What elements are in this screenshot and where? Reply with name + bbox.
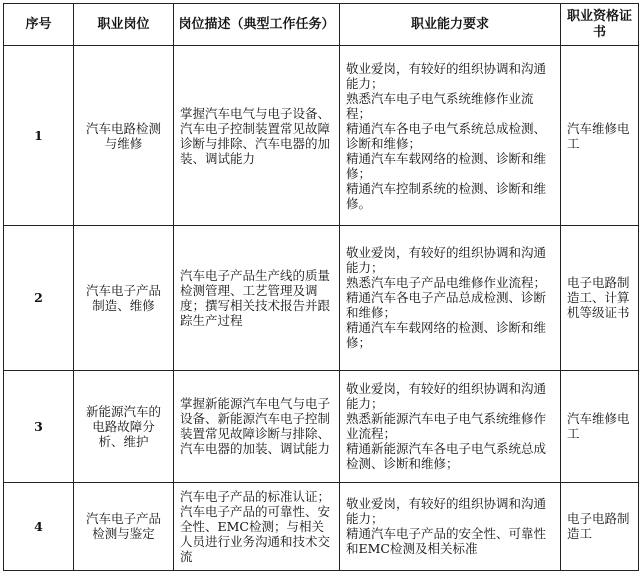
row-abilities — [340, 482, 561, 570]
ability-item: 敬业爱岗，有较好的组织协调和沟通能力； — [346, 496, 547, 527]
row-post: 新能源汽车的电路故障分析、维护 — [74, 370, 174, 482]
row-abilities — [340, 370, 561, 482]
row-description: 掌握新能源汽车电气与电子设备、新能源汽车电子控制装置常见故障诊断与排除、汽车电器的加装、调试能力 — [174, 370, 340, 482]
header-description: 岗位描述（典型工作任务） — [174, 4, 340, 46]
row-index: 1 — [4, 46, 74, 226]
row-description: 汽车电子产品的标准认证；汽车电子产品的可靠性、安全性、EMC检测；与相关人员进行业务沟通和技术交流 — [174, 482, 340, 570]
ability-item: 熟悉汽车电子电气系统维修作业流程； — [346, 90, 534, 121]
ability-item: 精通汽车各电子产品总成检测、诊断和维修； — [346, 290, 547, 321]
header-post: 职业岗位 — [74, 4, 174, 46]
row-certificate: 电子电路制造工、计算机等级证书 — [561, 226, 639, 370]
row-description: 掌握汽车电气与电子设备、汽车电子控制装置常见故障诊断与排除、汽车电器的加装、调试能力 — [174, 46, 340, 226]
ability-item: 敬业爱岗，有较好的组织协调和沟通能力； — [346, 60, 547, 91]
row-post: 汽车电子产品制造、维修 — [74, 226, 174, 370]
row-description: 汽车电子产品生产线的质量检测管理、工艺管理及调度；撰写相关技术报告并跟踪生产过程 — [174, 226, 340, 370]
row-index: 2 — [4, 226, 74, 370]
ability-item: 精通新能源汽车各电子电气系统总成检测、诊断和维修； — [346, 441, 547, 472]
ability-item: 敬业爱岗，有较好的组织协调和沟通能力； — [346, 245, 547, 276]
table-row — [4, 482, 639, 570]
row-abilities — [340, 46, 561, 226]
ability-item: 精通汽车车载网络的检测、诊断和维修； — [346, 150, 547, 181]
table-header-row — [4, 4, 639, 46]
row-index: 4 — [4, 482, 74, 570]
header-index: 序号 — [4, 4, 74, 46]
row-post: 汽车电路检测与维修 — [74, 46, 174, 226]
ability-item: 熟悉汽车电子产品电维修作业流程； — [346, 275, 547, 291]
header-certificate: 职业资格证书 — [561, 4, 639, 46]
ability-item: 熟悉新能源汽车电子电气系统维修作业流程； — [346, 411, 547, 442]
row-certificate: 电子电路制造工 — [561, 482, 639, 570]
ability-item: 敬业爱岗，有较好的组织协调和沟通能力； — [346, 381, 547, 412]
row-post: 汽车电子产品检测与鉴定 — [74, 482, 174, 570]
table-row — [4, 370, 639, 482]
row-index: 3 — [4, 370, 74, 482]
ability-item: 精通汽车各电子电气系统总成检测、诊断和维修； — [346, 120, 547, 151]
table-row — [4, 46, 639, 226]
header-abilities: 职业能力要求 — [340, 4, 561, 46]
row-abilities — [340, 226, 561, 370]
ability-item: 精通汽车车载网络的检测、诊断和维修； — [346, 320, 547, 351]
ability-item: 精通汽车电子产品的安全性、可靠性和EMC检测及相关标准 — [346, 526, 547, 557]
table-row — [4, 226, 639, 370]
ability-item: 精通汽车控制系统的检测、诊断和维修。 — [346, 180, 547, 211]
job-requirements-table — [3, 3, 639, 571]
row-certificate: 汽车维修电工 — [561, 370, 639, 482]
row-certificate: 汽车维修电工 — [561, 46, 639, 226]
